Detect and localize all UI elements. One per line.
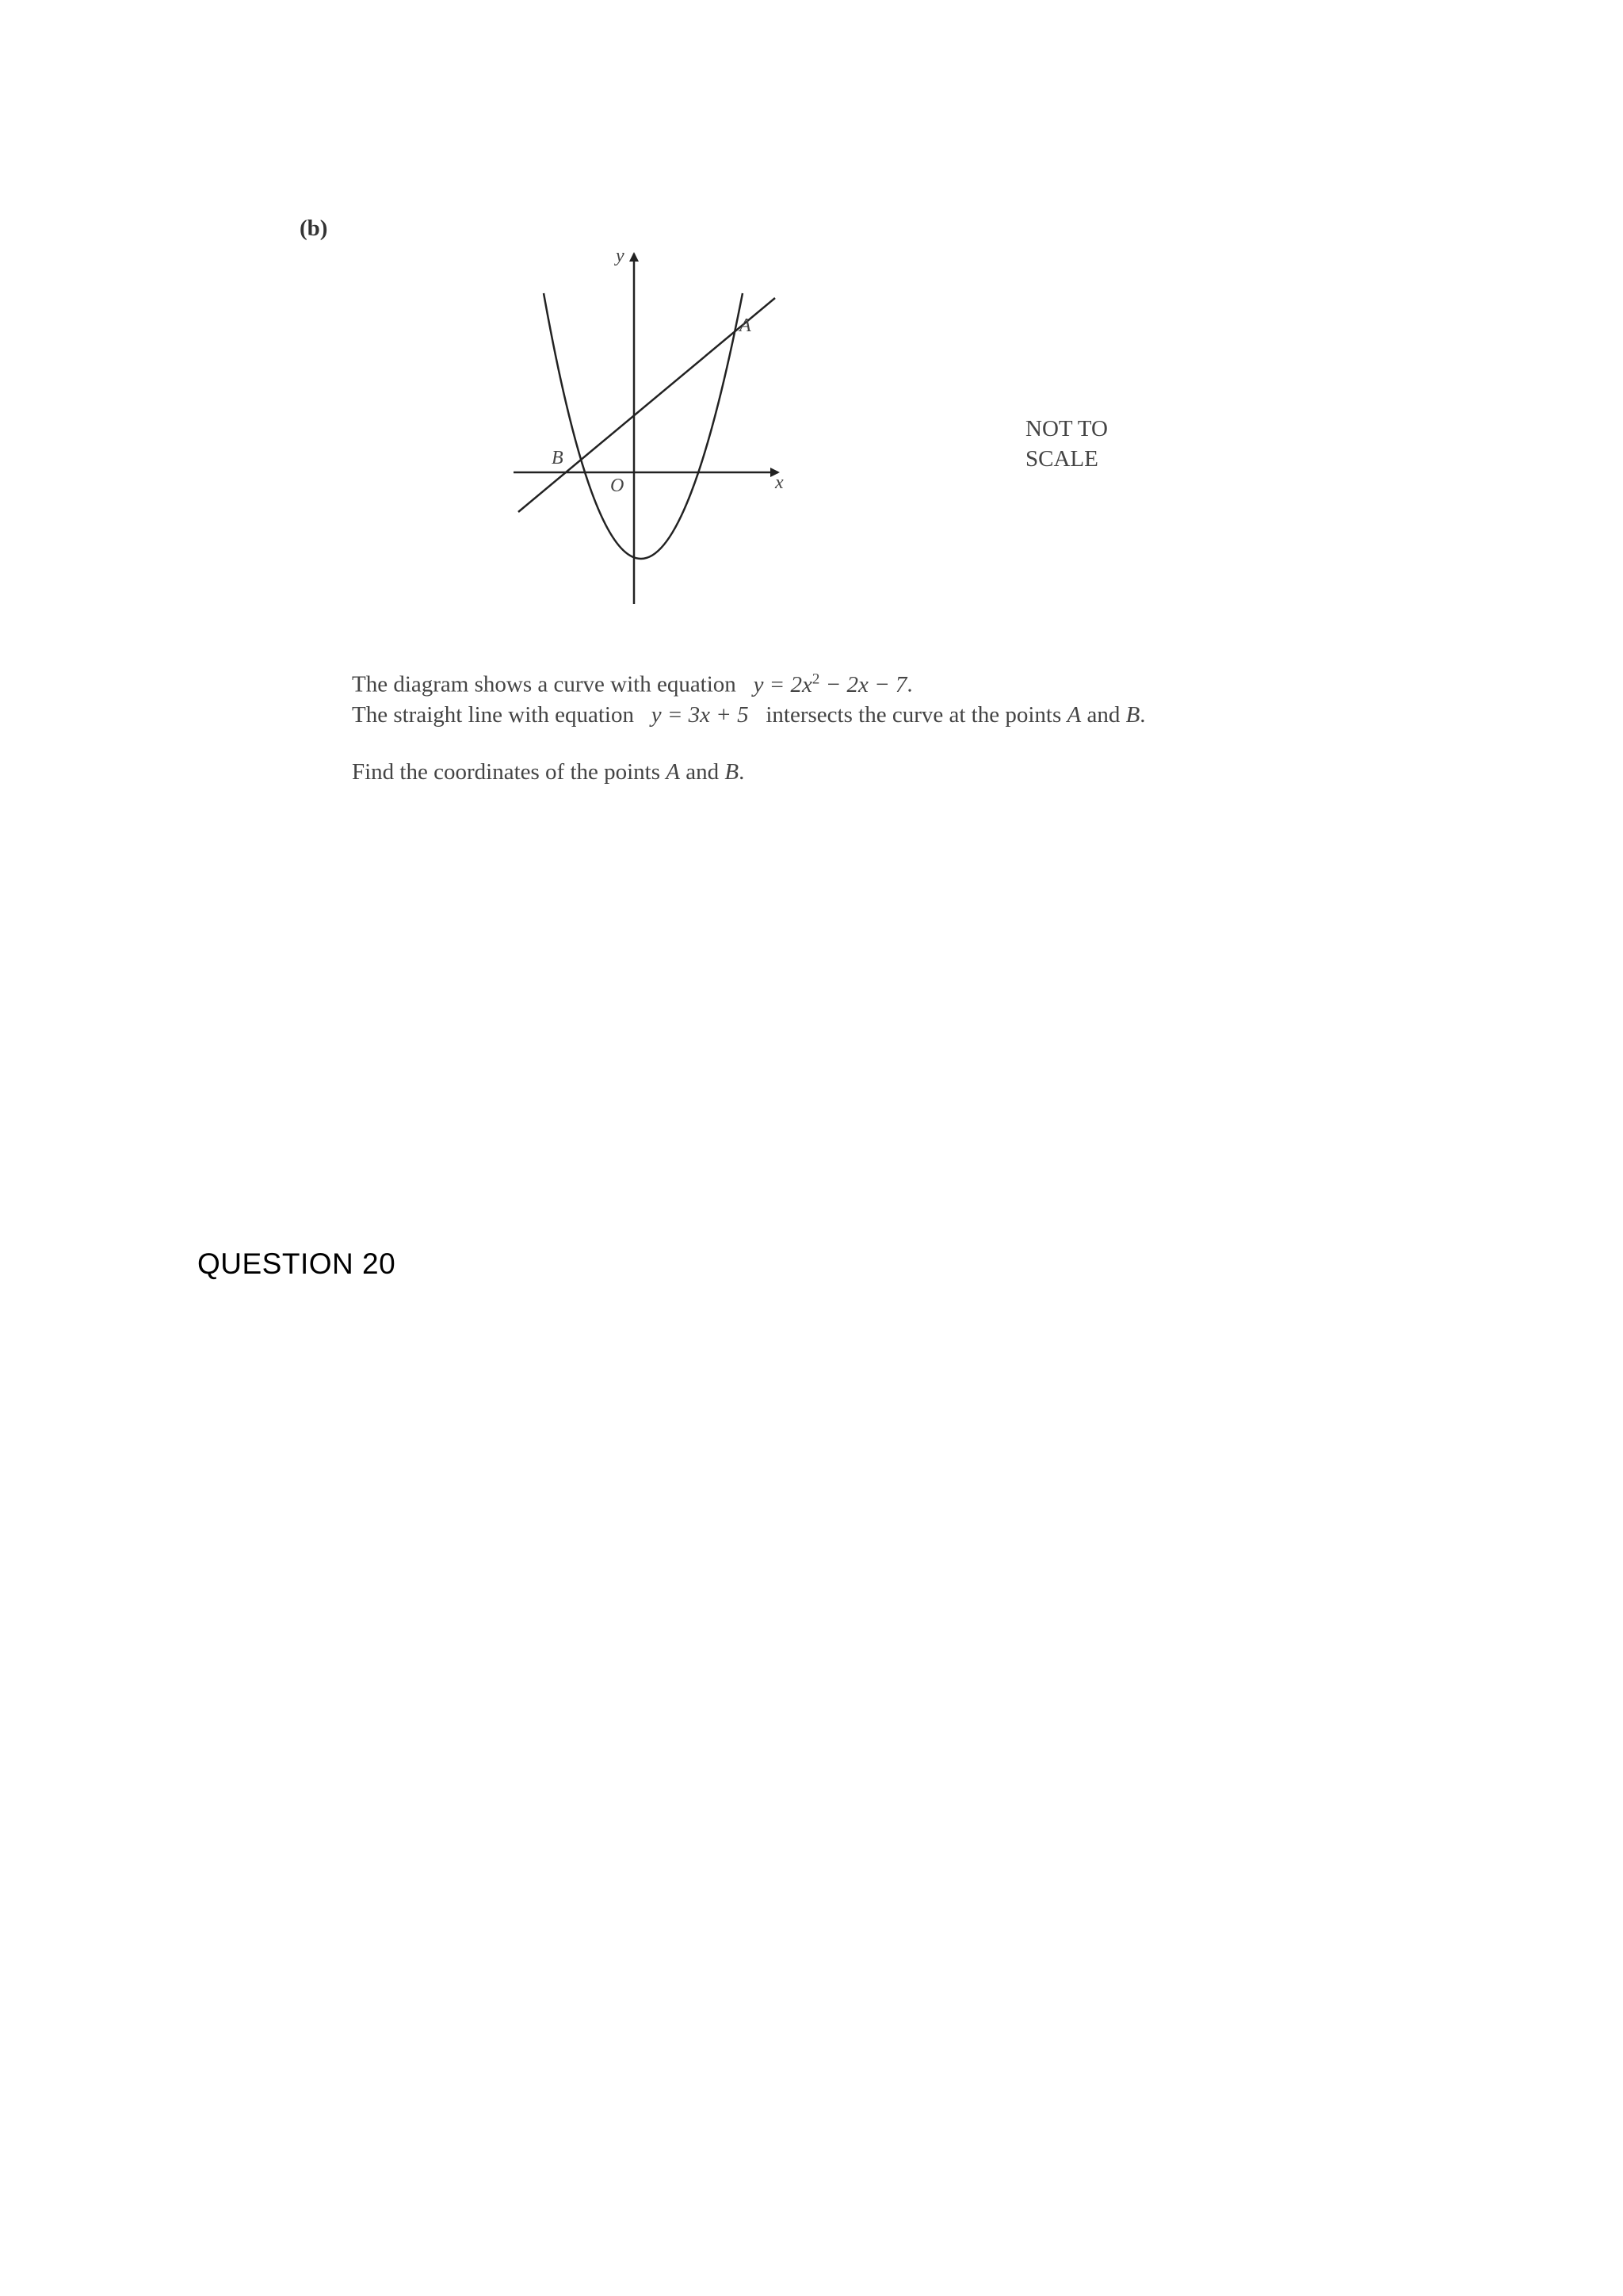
line3-and: and (685, 759, 720, 785)
line2-mid: intersects the curve at the points (766, 702, 1062, 728)
not-to-scale-line-1: NOT TO (1025, 416, 1108, 441)
point-b-label: B (552, 448, 563, 468)
line2-point-a: A (1067, 702, 1082, 728)
part-label: (b) (300, 216, 328, 241)
straight-line (518, 298, 775, 512)
line2-prefix: The straight line with equation (352, 702, 634, 728)
not-to-scale-note (1025, 414, 1108, 474)
line-equation: y = 3x + 5 (651, 702, 749, 728)
line2-suffix: . (1140, 702, 1146, 728)
curve-eq-exponent: 2 (812, 670, 820, 687)
curve-eq-part-b: − 2x − 7 (819, 671, 907, 697)
line1-suffix: . (907, 671, 913, 697)
curve-eq-part-a: y = 2x (753, 671, 812, 697)
diagram-svg (499, 238, 800, 610)
not-to-scale-line-2: SCALE (1025, 446, 1098, 472)
curve-equation (754, 672, 907, 697)
line3-suffix: . (739, 759, 745, 785)
parabola-curve (544, 293, 743, 559)
line1-prefix: The diagram shows a curve with equation (352, 671, 736, 697)
point-a-label: A (739, 315, 751, 336)
question-text-line-3 (352, 759, 744, 785)
line2-and: and (1086, 702, 1121, 728)
line3-prefix: Find the coordinates of the points (352, 759, 661, 785)
question-text-line-2 (352, 702, 1146, 728)
line2-point-b: B (1125, 702, 1140, 728)
origin-label: O (610, 476, 624, 496)
axis-y-label: y (616, 246, 624, 266)
line3-point-b: B (724, 759, 739, 785)
axis-x-label: x (775, 472, 784, 493)
line3-point-a: A (666, 759, 680, 785)
question-text-line-1 (352, 670, 913, 698)
question-number-label: QUESTION 20 (197, 1247, 396, 1280)
curve-line-diagram (499, 238, 800, 610)
